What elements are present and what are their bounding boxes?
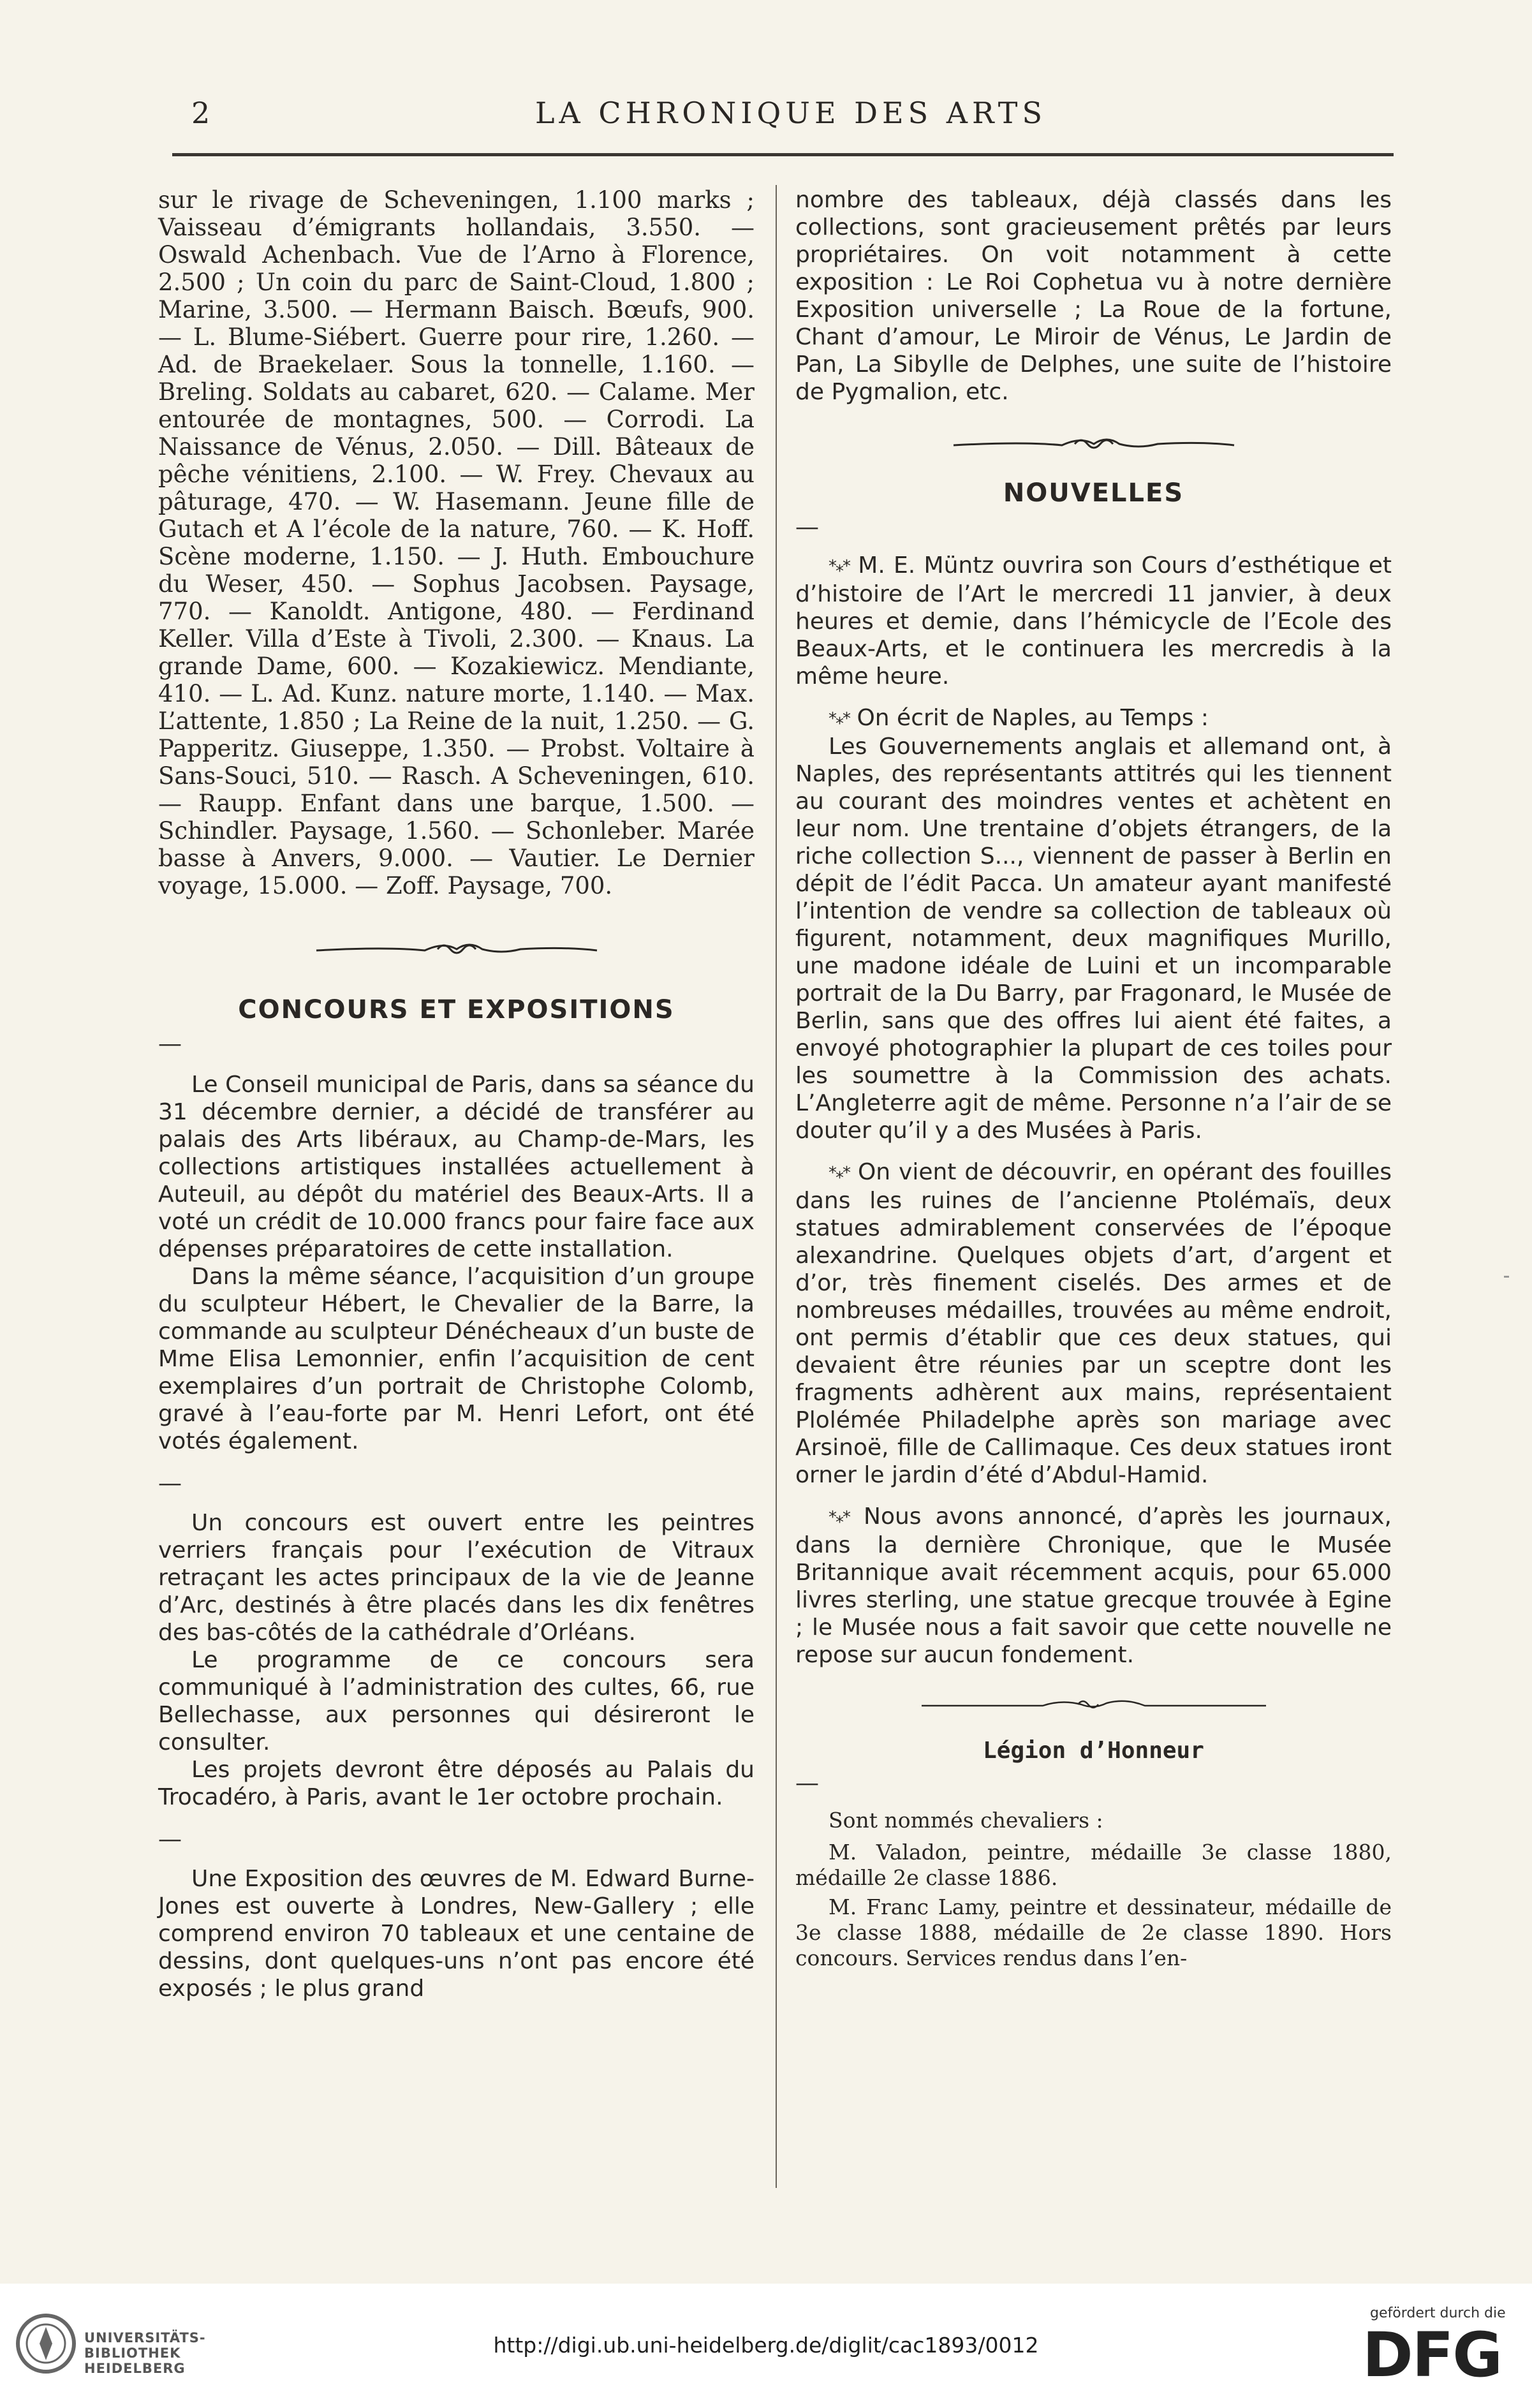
- news-naples-intro: [795, 704, 1392, 733]
- paragraph-projets: Les projets devront être déposés au Palais du Trocadéro, à Paris, avant le 1er octobre prochain.: [158, 1757, 755, 1810]
- paragraph-burne-jones-cont: nombre des tableaux, déjà classés dans les collections, sont gracieusement prêtés par leurs propriétaires. On voit notamment à cette exposition : Le Roi Cophetua vu à notre dernière Exposition universelle ; La Roue de la fortune, Chant d’amour, Le Miroir de Vénus, Le Jardin de Pan, La Sibylle de Delphes, une suite de l’histoire de Pygmalion, etc.: [795, 187, 1392, 405]
- paragraph-separator-2: —: [158, 1825, 182, 1852]
- news-naples-body: Les Gouvernements anglais et allemand ont, à Naples, des représentants attitrés qui les tiennent au courant des moindres ventes et achètent en leur nom. Une trentaine d’objets étrangers, de la riche collection S..., viennent de passer à Berlin en dépit de l’édit Pacca. Un amateur ayant manifesté l’intention de vendre sa collection de tableaux où figurent, notamment, deux magnifiques Murillo, une madone idéale de Luini et un incomparable portrait de la Du Barry, par Fragonard, le Musée de Berlin, sans que des offres lui aient été faites, a envoyé photographier la plupart de ces toiles pour les soumettre à la Commission des achats. L’Angleterre agit de même. Personne n’a l’air de se douter qu’il y a des Musées à Paris.: [795, 734, 1392, 1144]
- section-heading-concours: CONCOURS ET EXPOSITIONS: [238, 995, 675, 1024]
- section-dash-nouvelles: —: [795, 513, 819, 540]
- legion-heading: Légion d’Honneur: [983, 1738, 1204, 1764]
- margin-mark: [1504, 1276, 1509, 1278]
- asterism: *⁎*: [829, 1163, 850, 1183]
- running-head: [191, 96, 1390, 140]
- paragraph-seance: Dans la même séance, l’acquisition d’un groupe du sculpteur Hébert, le Chevalier de la Barre, la commande au sculpteur Dénécheaux d’un buste de Mme Elisa Lemonnier, enfin l’acquisition de cent exemplaires d’un portrait de Christophe Colomb, gravé à l’eau-forte par M. Henri Lefort, ont été votés également.: [158, 1264, 755, 1454]
- news-british-museum: [795, 1503, 1392, 1669]
- page-number: 2: [191, 96, 210, 130]
- section-ornament-right-2: [915, 1695, 1272, 1715]
- legion-list: [795, 1808, 1392, 1971]
- legion-entry: M. Franc Lamy, peintre et dessinateur, médaille de 3e classe 1888, médaille de 2e classe 1890. Hors concours. Services rendus dans l’en-: [795, 1895, 1392, 1970]
- paragraph-conseil: Le Conseil municipal de Paris, dans sa séance du 31 décembre dernier, a décidé de transférer au palais des Arts libéraux, au Champ-de-Mars, les collections artistiques installées actuellement à Auteuil, au dépôt du matériel des Beaux-Arts. Il a voté un crédit de 10.000 francs pour faire face aux dépenses préparatoires de cette installation.: [158, 1072, 755, 1262]
- news-naples-intro-text: On écrit de Naples, au Temps :: [857, 705, 1209, 731]
- journal-title: LA CHRONIQUE DES ARTS: [535, 96, 1047, 130]
- asterism: *⁎*: [829, 1508, 850, 1527]
- legion-entry: M. Valadon, peintre, médaille 3e classe 1880, médaille 2e classe 1886.: [795, 1840, 1392, 1890]
- news-ptolemais: [795, 1158, 1392, 1489]
- paragraph-vitraux: Un concours est ouvert entre les peintres verriers français pour l’exécution de Vitraux retraçant les actes principaux de la vie de Jeanne d’Arc, destinés à être placés dans les dix fenêtres des bas-côtés de la cathédrale d’Orléans.: [158, 1510, 755, 1646]
- paragraph-burne-jones: Une Exposition des œuvres de M. Edward Burne-Jones est ouverte à Londres, New-Gallery ; elle comprend environ 70 tableaux et une centaine de dessins, dont quelques-uns n’ont pas encore été exposés ; le plus grand: [158, 1866, 755, 2002]
- asterism: *⁎*: [829, 709, 850, 728]
- news-muntz: [795, 552, 1392, 690]
- left-column: [158, 186, 755, 2002]
- header-rule: [172, 153, 1394, 156]
- section-ornament-right-1: [947, 431, 1241, 457]
- column-divider: [776, 185, 777, 2188]
- news-ptolemais-text: On vient de découvrir, en opérant des fouilles dans les ruines de l’ancienne Ptolémaïs, deux statues admirablement conservées de l’époque alexandrine. Quelques objets d’art, d’argent et d’or, très finement ciselés. Des armes et de nombreuses médailles, trouvées au même endroit, ont permis d’établir que ces deux statues, qui devaient être réunies par un sceptre dont les fragments adhèrent aux mains, représentaient Plolémée Philadelphe après son mariage avec Arsinoë, fille de Callimaque. Ces deux statues iront orner le jardin d’été d’Abdul-Hamid.: [795, 1159, 1392, 1488]
- auction-results-text: sur le rivage de Scheveningen, 1.100 marks ; Vaisseau d’émigrants hollandais, 3.550. — Oswald Achenbach. Vue de l’Arno à Florence, 2.500 ; Un coin du parc de Saint-Cloud, 1.800 ; Marine, 3.500. — Hermann Baisch. Bœufs, 900. — L. Blume-Siébert. Guerre pour rire, 1.260. — Ad. de Braekelaer. Sous la tonnelle, 1.160. — Breling. Soldats au cabaret, 620. — Calame. Mer entourée de montagnes, 500. — Corrodi. La Naissance de Vénus, 2.050. — Dill. Bâteaux de pêche vénitiens, 2.100. — W. Frey. Chevaux au pâturage, 470. — W. Hasemann. Jeune fille de Gutach et A l’école de la nature, 760. — K. Hoff. Scène moderne, 1.150. — J. Huth. Embouchure du Weser, 450. — Sophus Jacobsen. Paysage, 770. — Kanoldt. Antigone, 480. — Ferdinand Keller. Villa d’Este à Tivoli, 2.300. — Knaus. La grande Dame, 600. — Kozakiewicz. Mendiante, 410. — L. Ad. Kunz. nature morte, 1.140. — Max. L’attente, 1.850 ; La Reine de la nuit, 1.250. — G. Papperitz. Giuseppe, 1.350. — Probst. Voltaire à Sans-Souci, 510. — Rasch. A Scheveningen, 610. — Raupp. Enfant dans une barque, 1.500. — Schindler. Paysage, 1.560. — Schonleber. Marée basse à Anvers, 9.000. — Vautier. Le Dernier voyage, 15.000. — Zoff. Paysage, 700.: [158, 186, 755, 899]
- section-ornament-left-1: [310, 936, 603, 962]
- dfg-logo: DFG: [1362, 2319, 1502, 2391]
- legion-intro: Sont nommés chevaliers :: [829, 1808, 1103, 1833]
- source-url-link[interactable]: http://digi.ub.uni-heidelberg.de/diglit/cac1893/0012: [493, 2333, 1039, 2358]
- legion-dash: —: [795, 1769, 819, 1796]
- section-heading-nouvelles: NOUVELLES: [1003, 478, 1184, 508]
- paragraph-separator: —: [158, 1469, 182, 1496]
- section-dash: —: [158, 1030, 182, 1057]
- news-british-museum-text: Nous avons annoncé, d’après les journaux, dans la dernière Chronique, que le Musée Britannique avait récemment acquis, pour 65.000 livres sterling, une statue grecque trouvée à Egine ; le Musée nous a fait savoir que cette nouvelle ne repose sur aucun fondement.: [795, 1503, 1392, 1668]
- asterism: *⁎*: [829, 557, 850, 576]
- paragraph-programme: Le programme de ce concours sera communiqué à l’administration des cultes, 66, rue Bellechasse, aux personnes qui désireront le consulter.: [158, 1647, 755, 1755]
- news-muntz-text: M. E. Müntz ouvrira son Cours d’esthétique et d’histoire de l’Art le mercredi 11 janvier, à deux heures et demie, dans l’hémicycle de l’Ecole des Beaux-Arts, et le continuera les mercredis à la même heure.: [795, 552, 1392, 690]
- library-name-text: UNIVERSITÄTS- BIBLIOTHEK HEIDELBERG: [84, 2330, 206, 2376]
- right-column: [795, 186, 1392, 1971]
- sponsor-text: gefördert durch die: [1370, 2305, 1506, 2321]
